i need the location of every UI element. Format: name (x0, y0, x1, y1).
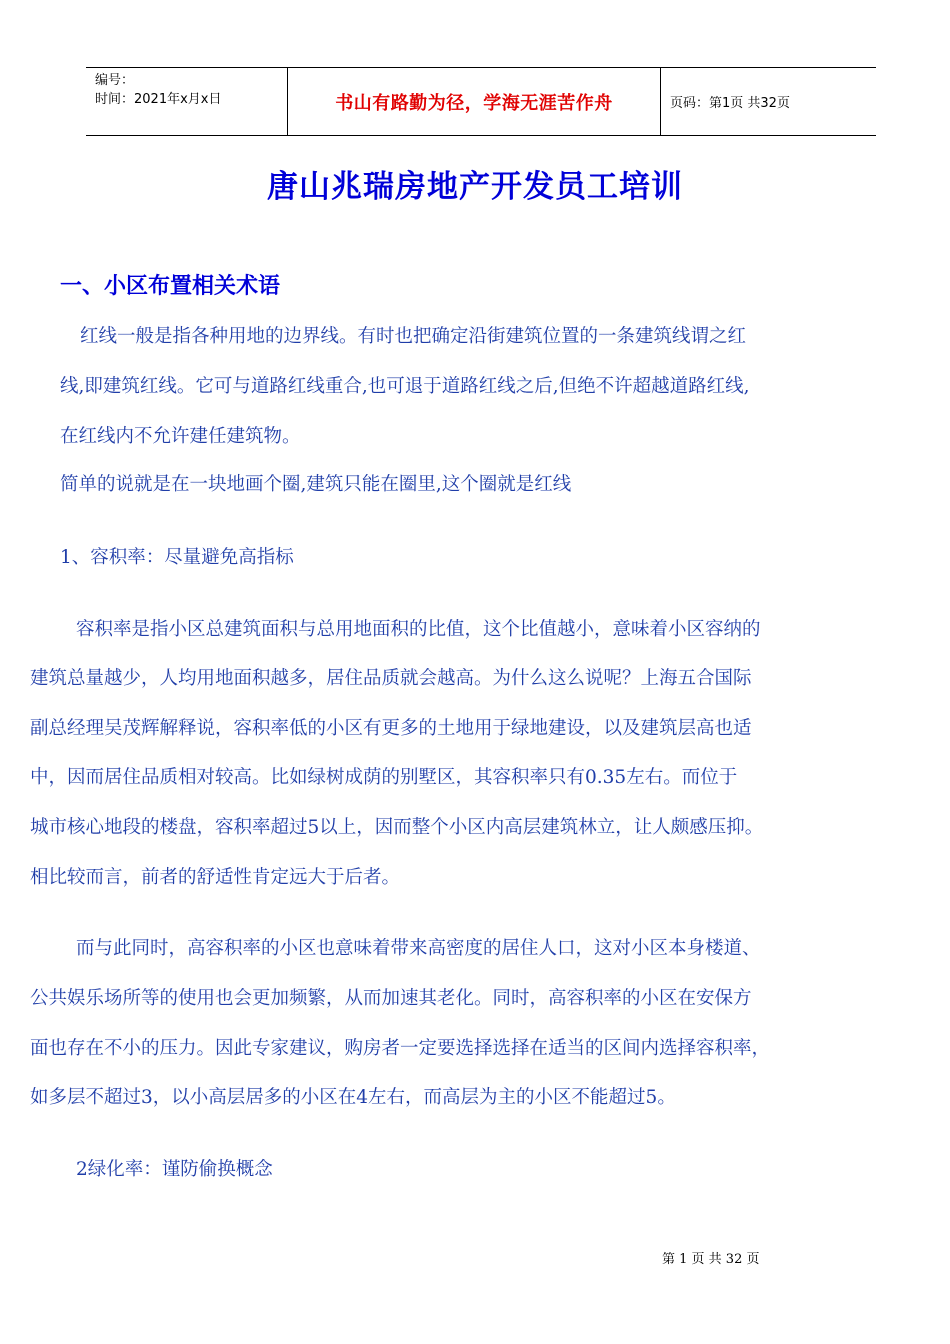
redline-simple: 简单的说就是在一块地画个圈,建筑只能在圈里,这个圈就是红线 (60, 474, 572, 495)
redline-line-3: 在红线内不允许建任建筑物。 (60, 426, 301, 447)
header-motto-cell (288, 68, 661, 135)
header-table (86, 67, 876, 136)
section-heading: 一、小区布置相关术语 (60, 274, 281, 299)
far-para2-line-3: 面也存在不小的压力。因此专家建议，购房者一定要选择选择在适当的区间内选择容积率， (30, 1038, 771, 1059)
far-para1-line-4: 中，因而居住品质相对较高。比如绿树成荫的别墅区，其容积率只有0.35左右。而位于 (30, 767, 738, 788)
document-number-label: 编号： (95, 73, 135, 88)
green-heading: 2绿化率：谨防偷换概念 (76, 1159, 273, 1180)
header-meta-cell (86, 68, 288, 135)
far-para1-line-3: 副总经理吴茂辉解释说，容积率低的小区有更多的土地用于绿地建设，以及建筑层高也适 (30, 718, 752, 739)
far-para2-line-1: 而与此同时，高容积率的小区也意味着带来高密度的居住人口，这对小区本身楼道、 (76, 938, 761, 959)
far-para2-line-4: 如多层不超过3，以小高层居多的小区在4左右，而高层为主的小区不能超过5。 (30, 1087, 676, 1108)
header-motto: 书山有路勤为径，学海无涯苦作舟 (335, 92, 613, 114)
header-page-cell (661, 68, 876, 135)
far-para1-line-6: 相比较而言，前者的舒适性肯定远大于后者。 (30, 867, 401, 888)
far-para1-line-2: 建筑总量越少，人均用地面积越多，居住品质就会越高。为什么这么说呢？上海五合国际 (30, 668, 752, 689)
redline-line-2: 线,即建筑红线。它可与道路红线重合,也可退于道路红线之后,但绝不许超越道路红线, (60, 376, 750, 397)
redline-line-1: 红线一般是指各种用地的边界线。有时也把确定沿街建筑位置的一条建筑线谓之红 (80, 326, 747, 347)
document-time-label: 时间：2021年x月x日 (95, 92, 222, 107)
header-page-info: 页码：第1页 共32页 (670, 96, 790, 111)
far-para1-line-5: 城市核心地段的楼盘，容积率超过5以上，因而整个小区内高层建筑林立，让人颇感压抑。 (30, 817, 764, 838)
far-para2-line-2: 公共娱乐场所等的使用也会更加频繁，从而加速其老化。同时，高容积率的小区在安保方 (30, 988, 752, 1009)
document-title: 唐山兆瑞房地产开发员工培训 (267, 169, 683, 205)
page-footer: 第 1 页 共 32 页 (662, 1252, 760, 1267)
far-heading: 1、容积率：尽量避免高指标 (60, 547, 294, 568)
far-para1-line-1: 容积率是指小区总建筑面积与总用地面积的比值，这个比值越小，意味着小区容纳的 (76, 619, 761, 640)
